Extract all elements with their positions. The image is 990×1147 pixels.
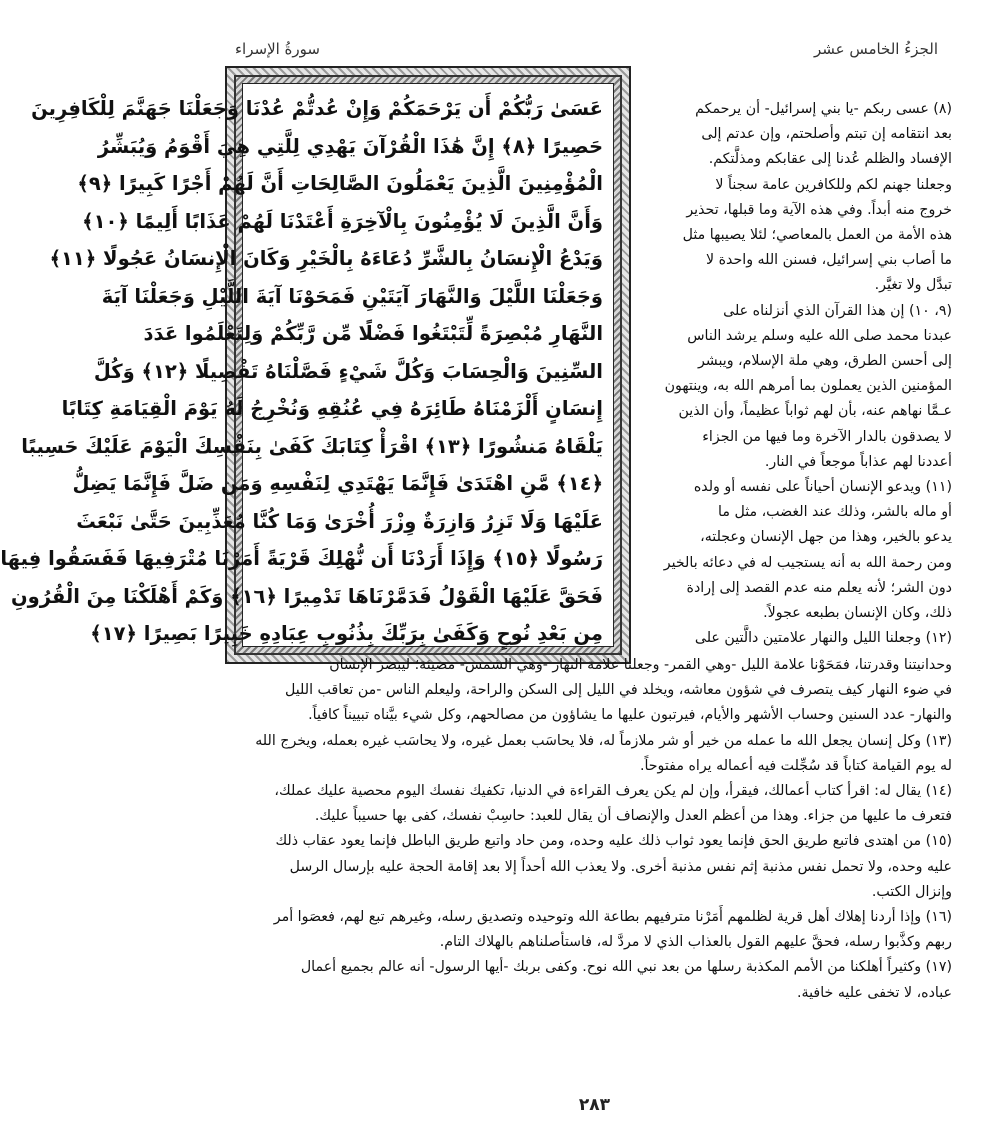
commentary-line: (١٢) وجعلنا الليل والنهار علامتين دالَّتين على xyxy=(694,630,952,647)
commentary-line: (١٥) من اهتدى فاتبع طريق الحق فإنما يعود ثواب ذلك عليه وحده، ومن حاد واتبع طريق الباطل فإنما يعود عقاب ذلك xyxy=(275,833,952,850)
commentary-line: هذه الأمة من العمل بالمعاصي؛ لئلا يصيبها مثل xyxy=(682,227,952,244)
quran-line: إِنسَانٍ أَلْزَمْنَاهُ طَائِرَهُ فِي عُنُقِهِ وَنُخْرِجُ لَهُ يَوْمَ الْقِيَامَةِ كِتَابًا xyxy=(61,397,603,420)
commentary-line: يدعو بالخير، وهذا من جهل الإنسان وعجلته، xyxy=(700,529,952,546)
quran-line: رَسُولًا ﴿١٥﴾ وَإِذَا أَرَدْنَا أَن نُّهْلِكَ قَرْيَةً أَمَرْنَا مُتْرَفِيهَا فَفَسَقُوا فِيهَا xyxy=(0,547,603,570)
commentary-line: بعد انتقامه إن تبتم وأصلحتم، وإن عدتم إلى xyxy=(701,126,952,143)
quran-text-panel xyxy=(0,83,614,647)
commentary-side-column xyxy=(632,97,952,651)
surah-header: سورةُ الإسراء xyxy=(235,40,320,58)
commentary-line: وإنزال الكتب. xyxy=(871,883,952,900)
commentary-line: وحدانيتنا وقدرتنا، فمَحَوْنا علامة الليل -وهي القمر- وجعلنا علامة النهار -وهي الشمس- مضيئة؛ ليبصر الإنسان xyxy=(329,657,952,673)
quran-line: عَلَيْهَا وَلَا تَزِرُ وَازِرَةٌ وِزْرَ أُخْرَىٰ وَمَا كُنَّا مُعَذِّبِينَ حَتَّىٰ نَبْعَثَ xyxy=(76,509,603,533)
juz-header: الجزءُ الخامس عشر xyxy=(813,40,938,58)
commentary-line: عبدنا محمد صلى الله عليه وسلم يرشد الناس xyxy=(687,327,952,344)
quran-line: فَحَقَّ عَلَيْهَا الْقَوْلُ فَدَمَّرْنَاهَا تَدْمِيرًا ﴿١٦﴾ وَكَمْ أَهْلَكْنَا مِنَ الْقُرُونِ xyxy=(10,584,603,608)
commentary-line: (٩، ١٠) إن هذا القرآن الذي أنزلناه على xyxy=(723,302,952,319)
commentary-line: (٨) عسى ربكم -يا بني إسرائيل- أن يرحمكم xyxy=(695,101,952,117)
quran-line: وَيَدْعُ الْإِنسَانُ بِالشَّرِّ دُعَاءَهُ بِالْخَيْرِ وَكَانَ الْإِنسَانُ عَجُولًا ﴿١١﴾ xyxy=(49,247,603,270)
commentary-line: إلى أحسن الطرق، وهي ملة الإسلام، ويبشر xyxy=(697,353,952,370)
quran-line: مِن بَعْدِ نُوحٍ وَكَفَىٰ بِرَبِّكَ بِذُنُوبِ عِبَادِهِ خَبِيرًا بَصِيرًا ﴿١٧﴾ xyxy=(90,622,603,645)
quran-line: السِّنِينَ وَالْحِسَابَ وَكُلَّ شَيْءٍ فَصَّلْنَاهُ تَفْصِيلًا ﴿١٢﴾ وَكُلَّ xyxy=(93,359,603,383)
commentary-line: لا يصدقون بالدار الآخرة وما فيها من الجزاء xyxy=(702,428,952,445)
quran-line: وَأَنَّ الَّذِينَ لَا يُؤْمِنُونَ بِالْآخِرَةِ أَعْتَدْنَا لَهُمْ عَذَابًا أَلِيمًا ﴿١٠﴾ xyxy=(82,209,603,233)
commentary-line: ومن رحمة الله به أنه يستجيب له في دعائه بالخير xyxy=(663,554,952,571)
commentary-line: في ضوء النهار كيف يتصرف في شؤون معاشه، ويخلد في الليل إلى السكن والراحة، وليعلم الناس -من تعاقب الليل xyxy=(285,682,952,699)
commentary-line: ذلك، وكان الإنسان بطبعه عجولاً. xyxy=(763,605,952,622)
commentary-line: ما أصاب بني إسرائيل، فسنن الله واحدة لا xyxy=(706,252,952,269)
quran-line: ﴿١٤﴾ مَّنِ اهْتَدَىٰ فَإِنَّمَا يَهْتَدِي لِنَفْسِهِ وَمَن ضَلَّ فَإِنَّمَا يَضِلُّ xyxy=(72,472,603,495)
quran-line: عَسَىٰ رَبُّكُمْ أَن يَرْحَمَكُمْ وَإِنْ عُدتُّمْ عُدْنَا وَجَعَلْنَا جَهَنَّمَ لِلْكَافِرِينَ xyxy=(31,97,603,120)
commentary-line: الإفساد والظلم عُدنا إلى عقابكم ومذلَّتكم. xyxy=(708,151,952,168)
quran-line: الْمُؤْمِنِينَ الَّذِينَ يَعْمَلُونَ الصَّالِحَاتِ أَنَّ لَهُمْ أَجْرًا كَبِيرًا ﴿٩﴾ xyxy=(77,172,603,195)
commentary-line: ربهم وكذَّبوا رسله، فحقَّ عليهم القول بالعذاب الذي لا مردَّ له، فاستأصلناهم بالهلاك التام. xyxy=(439,934,952,951)
quran-ornamental-frame xyxy=(0,66,631,664)
commentary-line: وجعلنا جهنم لكم وللكافرين عامة سجناً لا xyxy=(715,176,952,193)
commentary-line: خروج منه أبداً. وفي هذه الآية وما قبلها، تحذير xyxy=(686,201,952,218)
quran-line: حَصِيرًا ﴿٨﴾ إِنَّ هَٰذَا الْقُرْآنَ يَهْدِي لِلَّتِي هِيَ أَقْوَمُ وَيُبَشِّرُ xyxy=(97,134,603,158)
page-number: ٢٨٣ xyxy=(578,1095,611,1115)
commentary-line: عليه وحده، ولا تحمل نفس مذنبة إثم نفس مذنبة أخرى. ولا يعذب الله أحداً إلا بعد إقامة الحجة عليه بإرسال الرسل xyxy=(289,858,952,875)
commentary-line: أو ماله بالشر، وذلك عند الغضب، مثل ما xyxy=(718,504,952,521)
quran-line: وَجَعَلْنَا اللَّيْلَ وَالنَّهَارَ آيَتَيْنِ فَمَحَوْنَا آيَةَ اللَّيْلِ وَجَعَلْنَا آيَةَ xyxy=(101,284,603,308)
commentary-full-width xyxy=(236,653,952,1006)
commentary-line: تبدَّل ولا تغيَّر. xyxy=(874,277,952,294)
quran-line: النَّهَارِ مُبْصِرَةً لِّتَبْتَغُوا فَضْلًا مِّن رَّبِّكُمْ وَلِتَعْلَمُوا عَدَدَ xyxy=(143,322,603,345)
quran-line: يَلْقَاهُ مَنشُورًا ﴿١٣﴾ اقْرَأْ كِتَابَكَ كَفَىٰ بِنَفْسِكَ الْيَوْمَ عَلَيْكَ حَسِيبًا xyxy=(21,434,603,458)
commentary-line: أعددنا لهم عذاباً موجعاً في النار. xyxy=(764,453,952,470)
commentary-line: عـمَّا نهاهم عنه، بأن لهم ثواباً عظيماً، وأن الذين xyxy=(678,403,952,420)
commentary-line: والنهار- عدد السنين وحساب الأشهر والأيام، فيرتبون عليها ما يشاؤون من مصالحهم، وكل شيء بيَّناه تبييناً كافياً. xyxy=(308,707,952,724)
commentary-line: دون الشر؛ لأنه يعلم منه عدم القصد إلى إرادة xyxy=(686,579,952,596)
commentary-line: المؤمنين الذين يعملون بما أمرهم الله به، وينتهون xyxy=(664,378,952,395)
commentary-line: له يوم القيامة كتاباً قد سُجِّلت فيه أعماله يراه مفتوحاً. xyxy=(639,757,952,774)
commentary-line: (١١) ويدعو الإنسان أحياناً على نفسه أو ولده xyxy=(693,479,952,496)
commentary-line: عباده، لا تخفى عليه خافية. xyxy=(797,984,952,1001)
commentary-line: (١٤) يقال له: اقرأ كتاب أعمالك، فيقرأ، وإن لم يكن يعرف القراءة في الدنيا، تكفيك نفسك اليوم محصية عليك عملك، xyxy=(274,783,952,800)
commentary-line: فتعرف ما عليها من جزاء. وهذا من أعظم العدل والإنصاف أن يقال للعبد: حاسِبْ نفسك، كفى بها حسيباً عليك. xyxy=(314,808,952,825)
commentary-line: (١٦) وإذا أردنا إهلاك أهل قرية لظلمهم أَمَرْنا مترفيهم بطاعة الله وتوحيده وتصديق رسله، وغيرهم تبع لهم، فعصَوا أمر xyxy=(273,909,952,926)
commentary-line: (١٧) وكثيراً أهلكنا من الأمم المكذبة رسلها من بعد نبي الله نوح. وكفى بربك -أيها الرسول- أنه عالم بجميع أعمال xyxy=(300,959,952,976)
commentary-line: (١٣) وكل إنسان يجعل الله ما عمله من خير أو شر ملازماً له، فلا يحاسَب بعمل غيره، ولا يحاسَب غيره بعمله، ويخرج الله xyxy=(255,732,952,749)
